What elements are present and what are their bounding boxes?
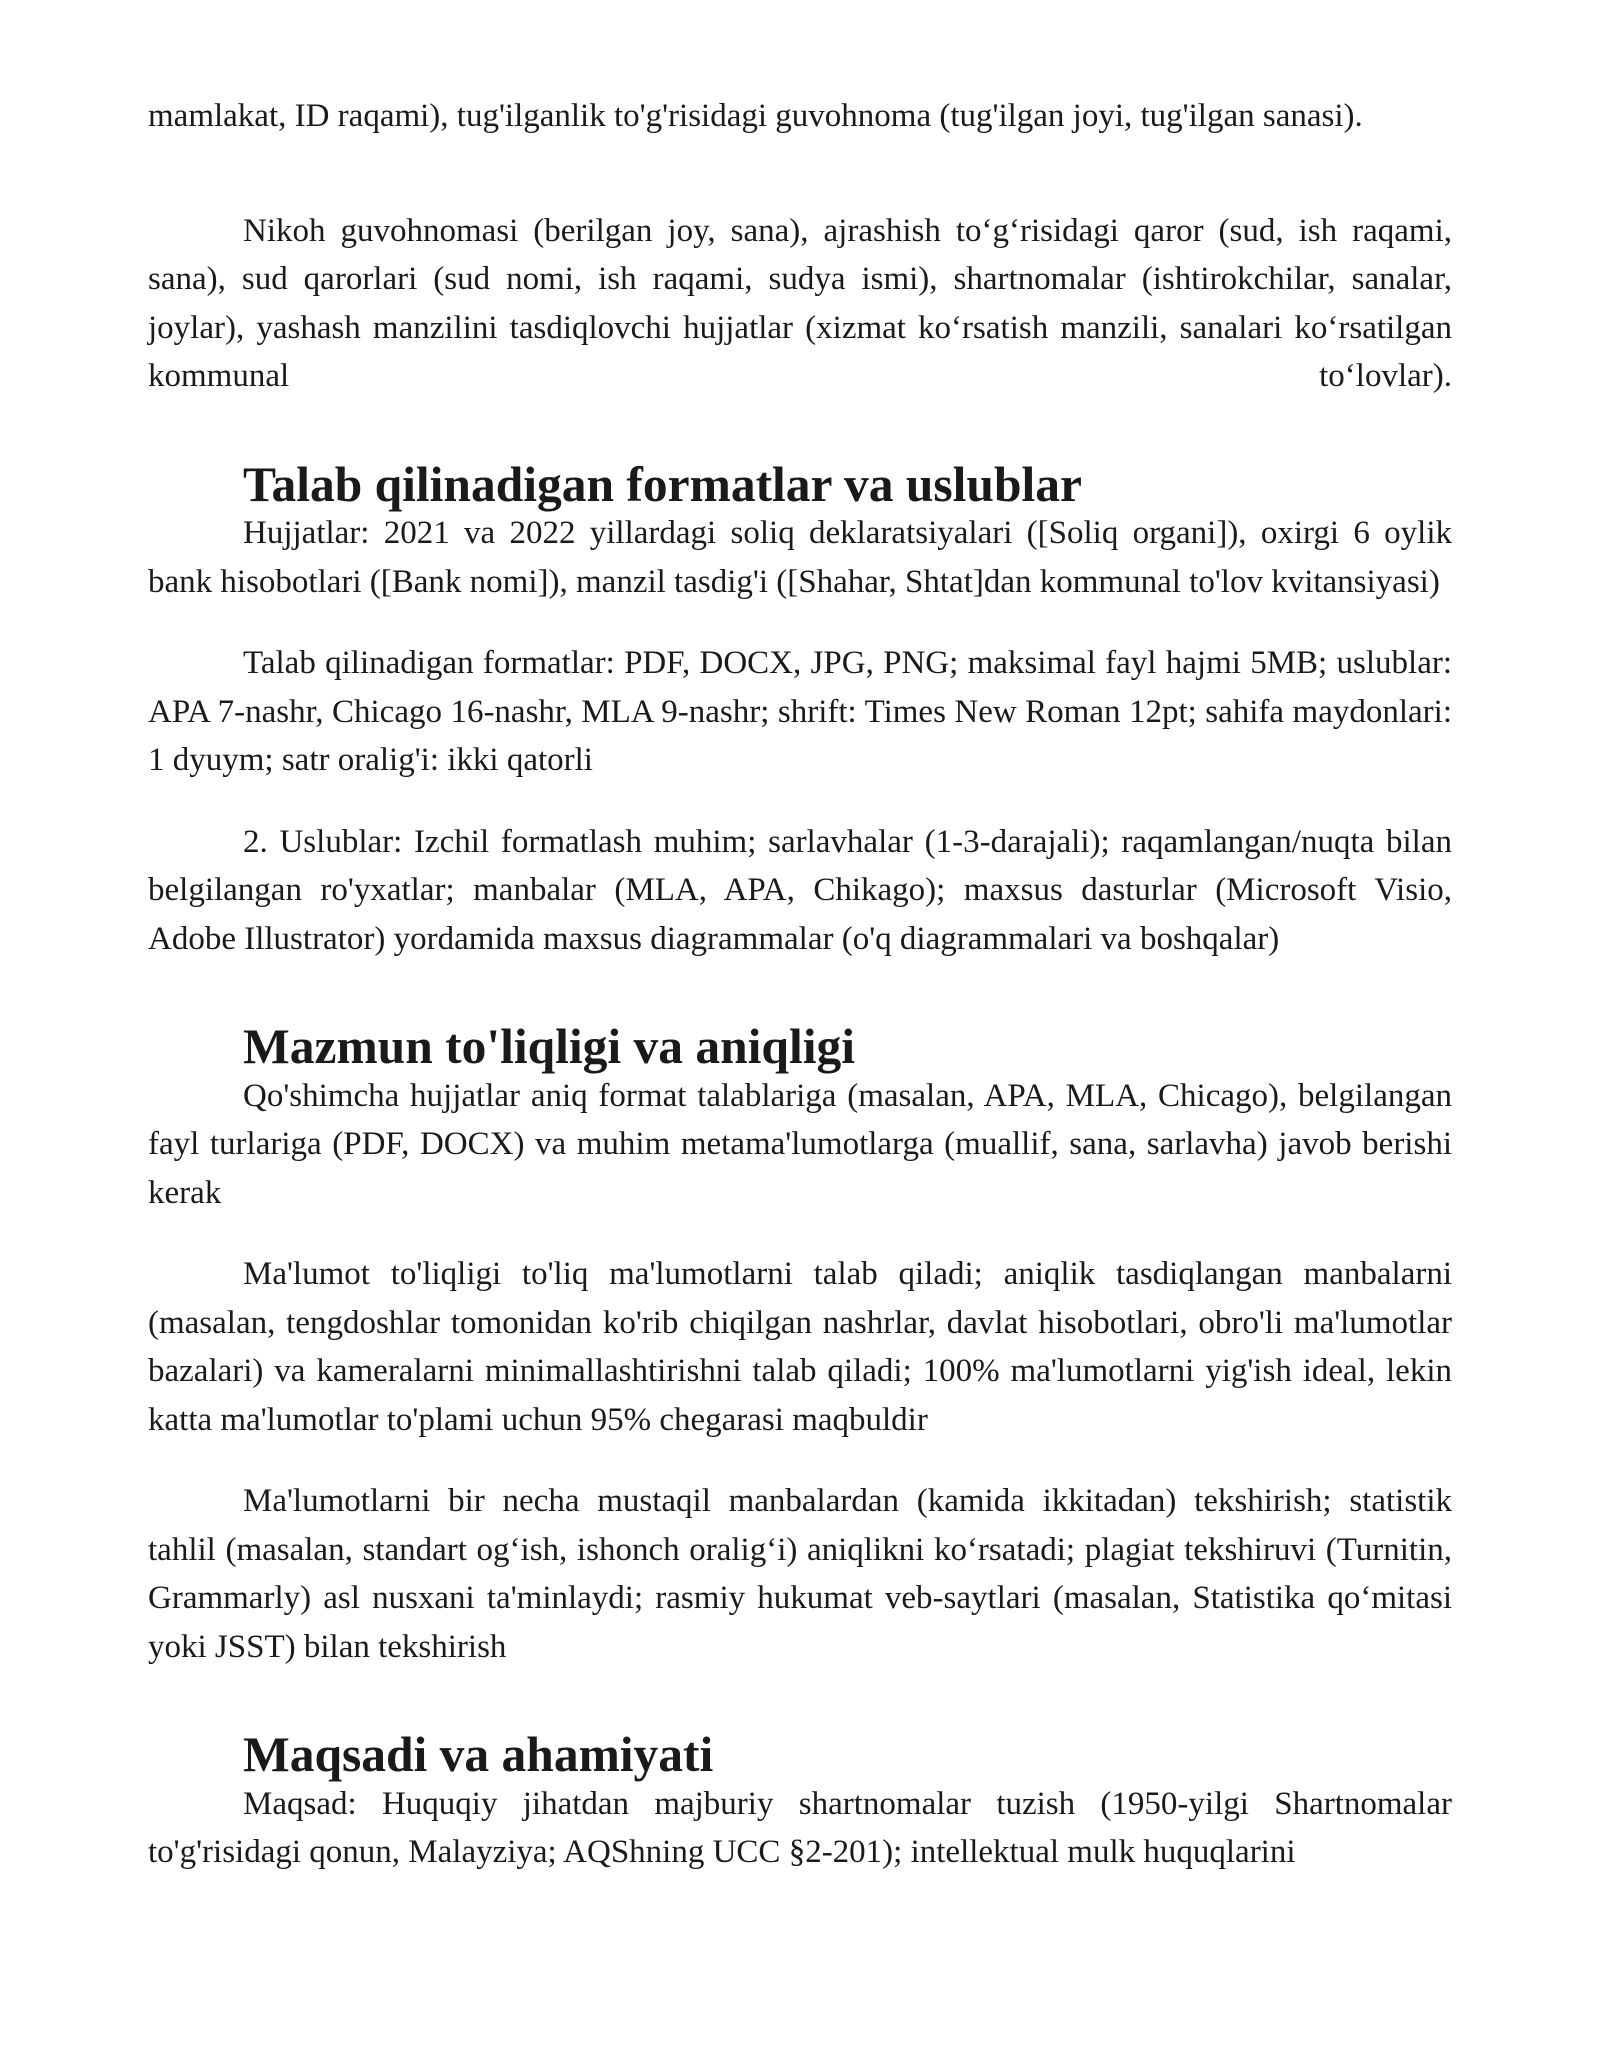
paragraph-data-verification: Ma'lumotlarni bir necha mustaqil manbalardan (kamida ikkitadan) tekshirish; statistik tahlil (masalan, standart og‘ish, ishonch oralig‘i) aniqlikni ko‘rsatadi; plagiat tekshiruvi (Turnitin, Grammarly) asl nusxani ta'minlaydi; rasmiy hukumat veb-saytlari (masalan, Statistika qo‘mitasi yoki JSST) bilan tekshirish <box>148 1483 1452 1665</box>
paragraph-data-completeness: Ma'lumot to'liqligi to'liq ma'lumotlarni talab qiladi; aniqlik tasdiqlangan manbalarni (masalan, tengdoshlar tomonidan ko'rib chiqilgan nashrlar, davlat hisobotlari, obro'li ma'lumotlar bazalari) va kameralarni minimallashtirishni talab qiladi; 100% ma'lumotlarni yig'ish ideal, lekin katta ma'lumotlar to'plami uchun 95% chegarasi maqbuldir <box>148 1256 1452 1438</box>
document-page <box>148 92 1452 1877</box>
paragraph-continuation: mamlakat, ID raqami), tug'ilganlik to'g'risidagi guvohnoma (tug'ilgan joyi, tug'ilgan sanasi). <box>148 98 1363 134</box>
paragraph-purpose: Maqsad: Huquqiy jihatdan majburiy shartnomalar tuzish (1950-yilgi Shartnomalar to'g'risidagi qonun, Malayziya; AQShning UCC §2-201); intellektual mulk huquqlarini <box>148 1785 1452 1870</box>
paragraph-documents-list: Hujjatlar: 2021 va 2022 yillardagi soliq deklaratsiyalari ([Soliq organi]), oxirgi 6 oylik bank hisobotlari ([Bank nomi]), manzil tasdig'i ([Shahar, Shtat]dan kommunal to'lov kvitansiyasi) <box>148 515 1452 600</box>
paragraph-marriage-documents: Nikoh guvohnomasi (berilgan joy, sana), ajrashish to‘g‘risidagi qaror (sud, ish raqami, sana), sud qarorlari (sud nomi, ish raqami, sudya ismi), shartnomalar (ishtirokchilar, sanalar, joylar), yashash manzilini tasdiqlovchi hujjatlar (xizmat ko‘rsatish manzili, sanalari ko‘rsatilgan kommunal to‘lovlar). <box>148 212 1452 394</box>
paragraph-required-formats: Talab qilinadigan formatlar: PDF, DOCX, JPG, PNG; maksimal fayl hajmi 5MB; uslublar: APA 7-nashr, Chicago 16-nashr, MLA 9-nashr; shrift: Times New Roman 12pt; sahifa maydonlari: 1 dyuym; satr oralig'i: ikki qatorli <box>148 645 1452 778</box>
heading-content-completeness: Mazmun to'liqligi va aniqligi <box>243 1019 855 1074</box>
paragraph-additional-documents: Qo'shimcha hujjatlar aniq format talablariga (masalan, APA, MLA, Chicago), belgilangan fayl turlariga (PDF, DOCX) va muhim metama'lumotlarga (muallif, sana, sarlavha) javob berishi kerak <box>148 1077 1452 1211</box>
heading-purpose: Maqsadi va ahamiyati <box>243 1727 714 1782</box>
paragraph-styles: 2. Uslublar: Izchil formatlash muhim; sarlavhalar (1-3-darajali); raqamlangan/nuqta bilan belgilangan ro'yxatlar; manbalar (MLA, APA, Chikago); maxsus dasturlar (Microsoft Visio, Adobe Illustrator) yordamida maxsus diagrammalar (o'q diagrammalari va boshqalar) <box>148 823 1452 957</box>
heading-required-formats: Talab qilinadigan formatlar va uslublar <box>243 456 1082 512</box>
